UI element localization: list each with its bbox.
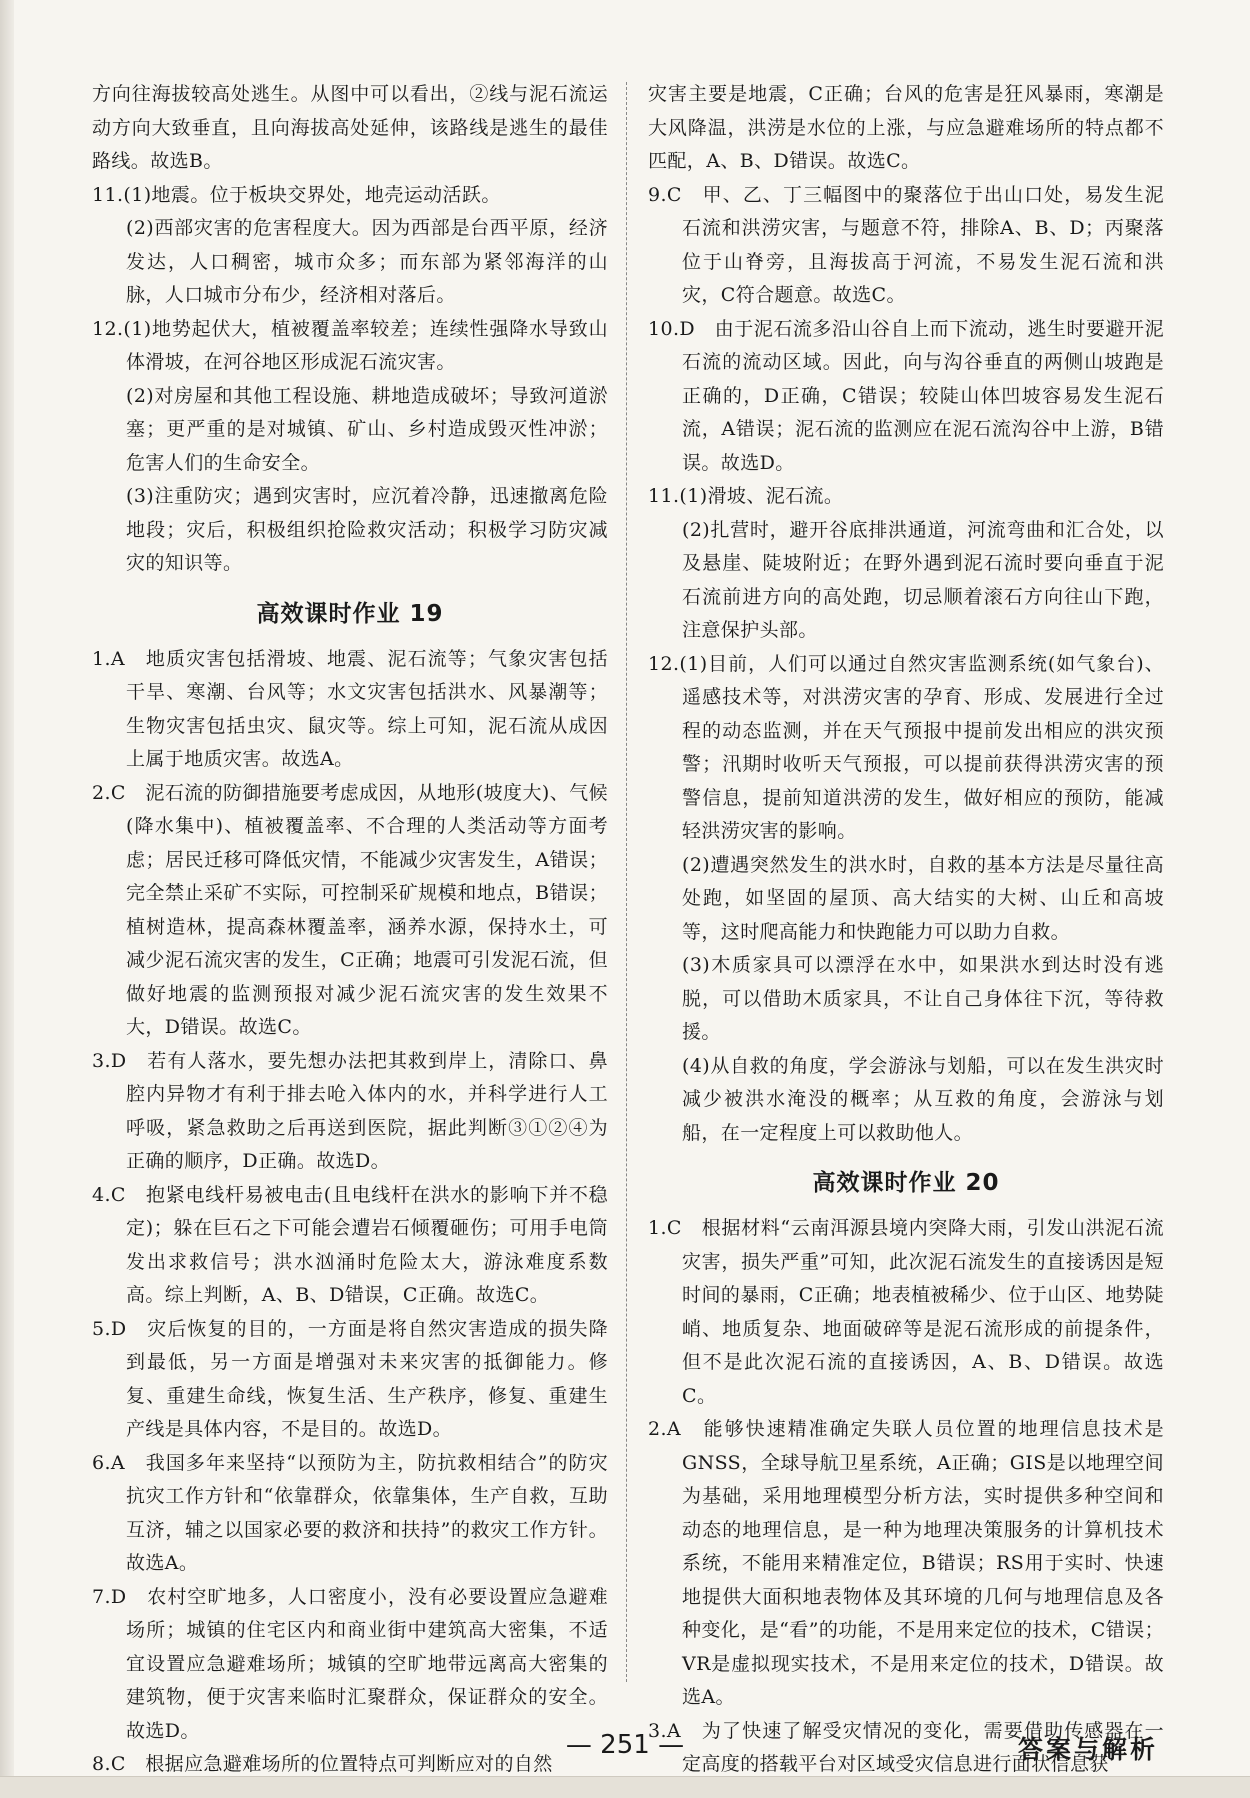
- answer-item: 12.(1)目前，人们可以通过自然灾害监测系统(如气象台)、遥感技术等，对洪涝灾害的孕育、形成、发展进行全过程的动态监测，并在天气预报中提前发出相应的洪灾预警；汛期时收听天气预报，可以提前获得洪涝灾害的预警信息，提前知道洪涝的发生，做好相应的预防，能减轻洪涝灾害的影响。: [648, 652, 1164, 842]
- answer-item: 11.(1)地震。位于板块交界处，地壳运动活跃。: [92, 183, 501, 206]
- answer-subpart: (2)对房屋和其他工程设施、耕地造成破坏；导致河道淤塞；更严重的是对城镇、矿山、乡村造成毁灭性冲淤；危害人们的生命安全。: [126, 384, 608, 474]
- column-divider: [626, 82, 627, 1682]
- footer-label: 答案与解析: [1017, 1735, 1158, 1764]
- answer-item: 12.(1)地势起伏大，植被覆盖率较差；连续性强降水导致山体滑坡，在河谷地区形成泥石流灾害。: [92, 317, 608, 373]
- answer-item: 3.A 为了快速了解受灾情况的变化，需要借助传感器在一定高度的搭载平台对区域受灾信息进行面状信息获: [648, 1719, 1164, 1775]
- answer-subpart: (3)木质家具可以漂浮在水中，如果洪水到达时没有逃脱，可以借助木质家具，不让自己身体往下沉，等待救援。: [682, 954, 1164, 1043]
- answer-subpart: (4)从自救的角度，学会游泳与划船，可以在发生洪灾时减少被洪水淹没的概率；从互救的角度，会游泳与划船，在一定程度上可以救助他人。: [682, 1054, 1164, 1144]
- footer-strip: [0, 1776, 1250, 1798]
- answer-item: 9.C 甲、乙、丁三幅图中的聚落位于出山口处，易发生泥石流和洪涝灾害，与题意不符，排除A、B、D；丙聚落位于山脊旁，且海拔高于河流，不易发生泥石流和洪灾，C符合题意。故选C。: [648, 183, 1164, 306]
- section-heading: 高效课时作业 20: [812, 1170, 1000, 1196]
- answer-continuation: 灾害主要是地震，C正确；台风的危害是狂风暴雨，寒潮是大风降温，洪涝是水位的上涨，与应急避难场所的特点都不匹配，A、B、D错误。故选C。: [648, 83, 1164, 172]
- answer-item: 6.A 我国多年来坚持“以预防为主，防抗救相结合”的防灾抗灾工作方针和“依靠群众，依靠集体，生产自救，互助互济，辅之以国家必要的救济和扶持”的救灾工作方针。故选A。: [92, 1451, 608, 1574]
- answer-item: 5.D 灾后恢复的目的，一方面是将自然灾害造成的损失降到最低，另一方面是增强对未来灾害的抵御能力。修复、重建生命线，恢复生活、生产秩序，修复、重建生产线是具体内容，不是目的。故选D。: [92, 1317, 608, 1440]
- answer-item: 1.A 地质灾害包括滑坡、地震、泥石流等；气象灾害包括干旱、寒潮、台风等；水文灾害包括洪水、风暴潮等；生物灾害包括虫灾、鼠灾等。综上可知，泥石流从成因上属于地质灾害。故选A。: [92, 647, 608, 770]
- answer-item: 10.D 由于泥石流多沿山谷自上而下流动，逃生时要避开泥石流的流动区域。因此，向与沟谷垂直的两侧山坡跑是正确的，D正确，C错误；较陡山体凹坡容易发生泥石流，A错误；泥石流的监测应在泥石流沟谷中上游，B错误。故选D。: [648, 317, 1164, 474]
- answer-item: 7.D 农村空旷地多，人口密度小，没有必要设置应急避难场所；城镇的住宅区内和商业街中建筑高大密集，不适宜设置应急避难场所；城镇的空旷地带远离高大密集的建筑物，便于灾害来临时汇聚群众，保证群众的安全。故选D。: [92, 1585, 608, 1742]
- page-number: — 251 —: [565, 1730, 685, 1760]
- answer-subpart: (2)西部灾害的危害程度大。因为西部是台西平原，经济发达，人口稠密，城市众多；而东部为紧邻海洋的山脉，人口城市分布少，经济相对落后。: [126, 217, 608, 306]
- section-heading: 高效课时作业 19: [256, 600, 444, 627]
- page-edge: [0, 0, 14, 1797]
- answer-item: 2.C 泥石流的防御措施要考虑成因，从地形(坡度大)、气候(降水集中)、植被覆盖率、不合理的人类活动等方面考虑；居民迁移可降低灾情，不能减少灾害发生，A错误；完全禁止采矿不实际，可控制采矿规模和地点，B错误；植树造林，提高森林覆盖率，涵养水源，保持水土，可减少泥石流灾害的发生，C正确；地震可引发泥石流，但做好地震的监测预报对减少泥石流灾害的发生效果不大，D错误。故选C。: [92, 781, 608, 1038]
- answer-item: 8.C 根据应急避难场所的位置特点可判断应对的自然: [92, 1753, 553, 1775]
- answer-item: 4.C 抱紧电线杆易被电击(且电线杆在洪水的影响下并不稳定)；躲在巨石之下可能会遭岩石倾覆砸伤；可用手电筒发出求救信号；洪水汹涌时危险太大，游泳难度系数高。综上判断，A、B、D错误，C正确。故选C。: [92, 1183, 608, 1306]
- answer-continuation: 方向往海拔较高处逃生。从图中可以看出，②线与泥石流运动方向大致垂直，且向海拔高处延伸，该路线是逃生的最佳路线。故选B。: [92, 83, 608, 172]
- answer-subpart: (2)扎营时，避开谷底排洪通道，河流弯曲和汇合处，以及悬崖、陡坡附近；在野外遇到泥石流时要向垂直于泥石流前进方向的高处跑，切忌顺着滚石方向往山下跑，注意保护头部。: [682, 518, 1164, 641]
- answer-item: 11.(1)滑坡、泥石流。: [648, 485, 844, 507]
- answer-item: 2.A 能够快速精准确定失联人员位置的地理信息技术是GNSS，全球导航卫星系统，A正确；GIS是以地理空间为基础，采用地理模型分析方法，实时提供多种空间和动态的地理信息，是一种为地理决策服务的计算机技术系统，不能用来精准定位，B错误；RS用于实时、快速地提供大面积地表物体及其环境的几何与地理信息及各种变化，是“看”的功能，不是用来定位的技术，C错误；VR是虚拟现实技术，不是用来定位的技术，D错误。故选A。: [648, 1418, 1164, 1708]
- left-column: [92, 78, 608, 1775]
- answer-item: 1.C 根据材料“云南洱源县境内突降大雨，引发山洪泥石流灾害，损失严重”可知，此次泥石流发生的直接诱因是短时间的暴雨，C正确；地表植被稀少、位于山区、地势陡峭、地质复杂、地面破碎等是泥石流形成的前提条件，但不是此次泥石流的直接诱因，A、B、D错误。故选C。: [648, 1217, 1164, 1407]
- answer-item: 3.D 若有人落水，要先想办法把其救到岸上，清除口、鼻腔内异物才有利于排去呛入体内的水，并科学进行人工呼吸，紧急救助之后再送到医院，据此判断③①②④为正确的顺序，D正确。故选D。: [92, 1049, 608, 1172]
- answer-subpart: (2)遭遇突然发生的洪水时，自救的基本方法是尽量往高处跑，如坚固的屋顶、高大结实的大树、山丘和高坡等，这时爬高能力和快跑能力可以助力自救。: [682, 853, 1164, 943]
- answer-subpart: (3)注重防灾；遇到灾害时，应沉着冷静，迅速撤离危险地段；灾后，积极组织抢险救灾活动；积极学习防灾减灾的知识等。: [126, 485, 608, 574]
